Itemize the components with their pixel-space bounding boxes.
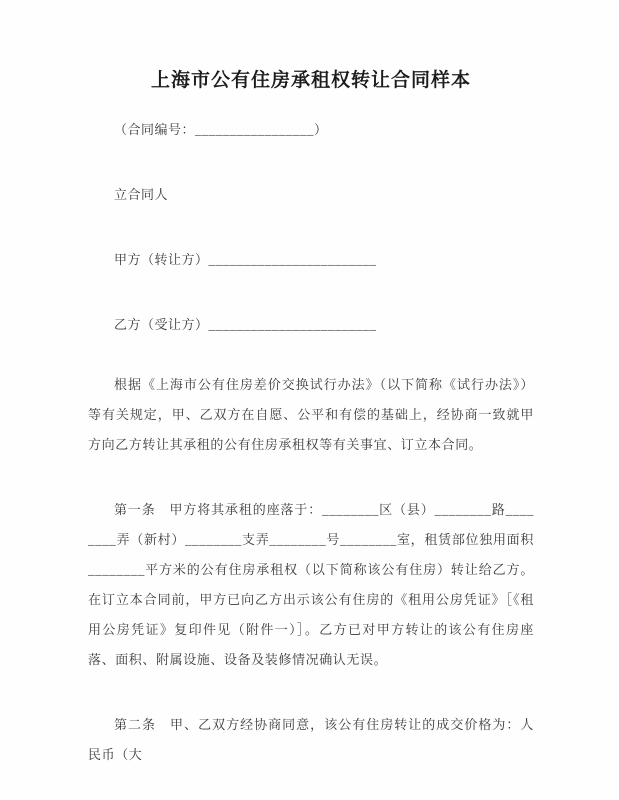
party-b-line: 乙方（受让方）________________________ xyxy=(114,317,377,332)
paragraph-preamble: 根据《上海市公有住房差价交换试行办法》（以下简称《试行办法》）等有关规定，甲、乙双方在自愿、公平和有偿的基础上，经协商一致就甲方向乙方转让其承租的公有住房承租权等有关事宜、订立本合同。 xyxy=(88,377,534,452)
parties-heading: 立合同人 xyxy=(114,187,169,202)
paragraph-article-1: 第一条 甲方将其承租的座落于：________区（县）________路________弄（新村）________支弄________号________室，租赁部位独用面积________平方米的公有住房承租权（以下简称该公有住房）转让给乙方。在订立本合同前，甲方已向乙方出示该公有住房的《租用公房凭证》［《租用公房凭证》复印件见（附件一）］。乙方已对甲方转让的该公有住房座落、面积、附属设施、设备及装修情况确认无误。 xyxy=(88,502,534,667)
party-a-line: 甲方（转让方）________________________ xyxy=(114,252,377,267)
document-title: 上海市公有住房承租权转让合同样本 xyxy=(150,70,471,91)
contract-number-line: （合同编号：_________________） xyxy=(114,122,328,137)
paragraph-article-2: 第二条 甲、乙双方经协商同意，该公有住房转让的成交价格为：人民币（大 xyxy=(88,717,534,762)
